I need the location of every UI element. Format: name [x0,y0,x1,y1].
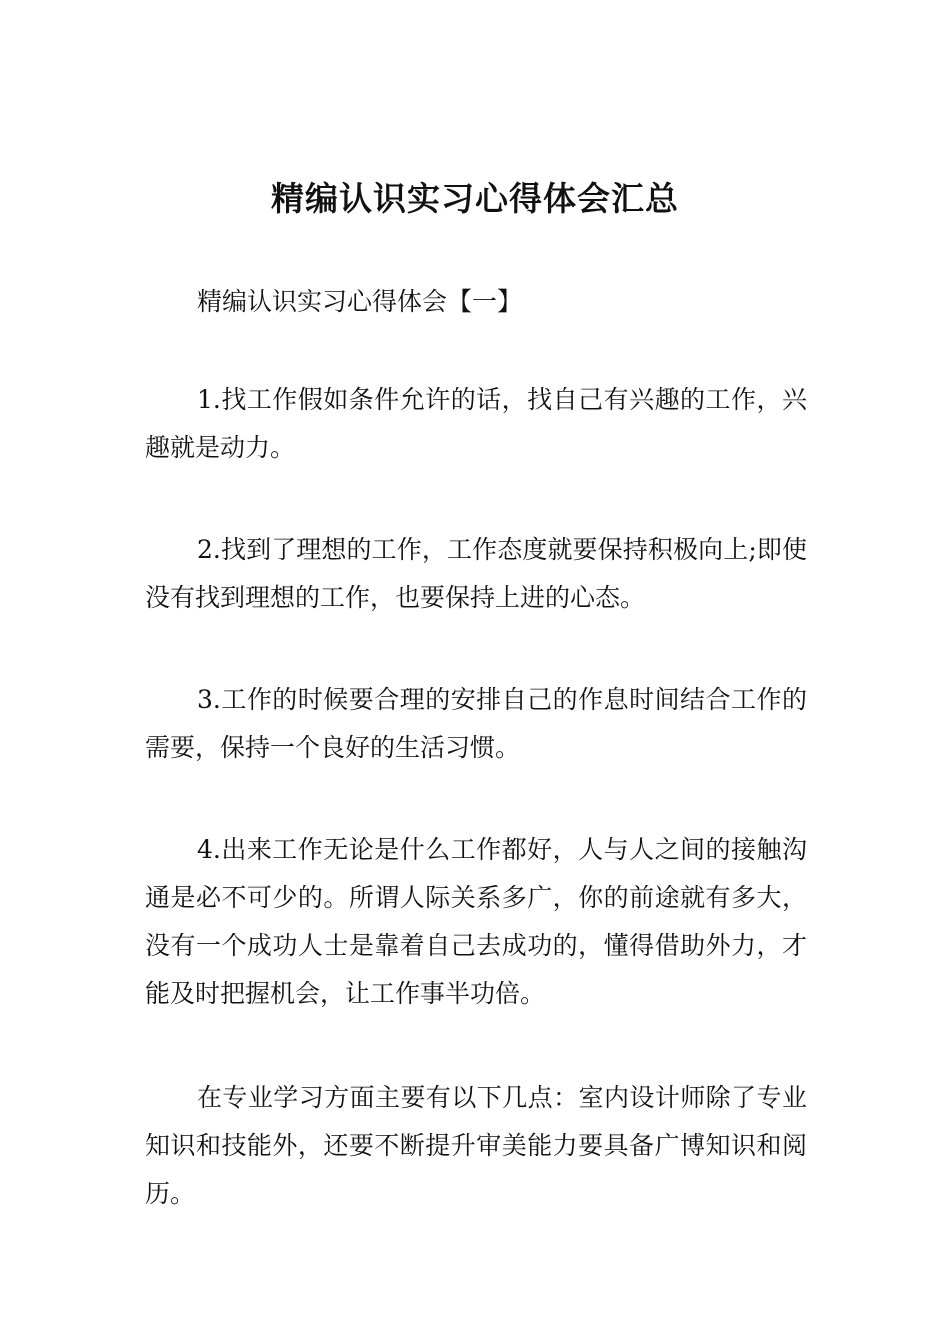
document-title: 精编认识实习心得体会汇总 [271,179,679,218]
paragraph-text: 1.找工作假如条件允许的话，找自己有兴趣的工作，兴趣就是动力。 [145,385,807,462]
paragraph-text: 3.工作的时候要合理的安排自己的作息时间结合工作的需要，保持一个良好的生活习惯。 [145,685,807,762]
paragraph-4 [145,826,807,1018]
section-heading-text: 精编认识实习心得体会【一】 [197,287,523,316]
section-heading [145,278,807,326]
paragraph-text: 在专业学习方面主要有以下几点：室内设计师除了专业知识和技能外，还要不断提升审美能力要具备广博知识和阅历。 [145,1083,807,1208]
paragraph-2 [145,526,807,622]
paragraph-1 [145,376,807,472]
paragraph-text: 4.出来工作无论是什么工作都好，人与人之间的接触沟通是必不可少的。所谓人际关系多广，你的前途就有多大，没有一个成功人士是靠着自己去成功的，懂得借助外力，才能及时把握机会，让工作事半功倍。 [145,835,807,1008]
paragraph-3 [145,676,807,772]
paragraph-text: 2.找到了理想的工作，工作态度就要保持积极向上;即使没有找到理想的工作，也要保持上进的心态。 [145,535,807,612]
paragraph-5 [145,1074,807,1218]
